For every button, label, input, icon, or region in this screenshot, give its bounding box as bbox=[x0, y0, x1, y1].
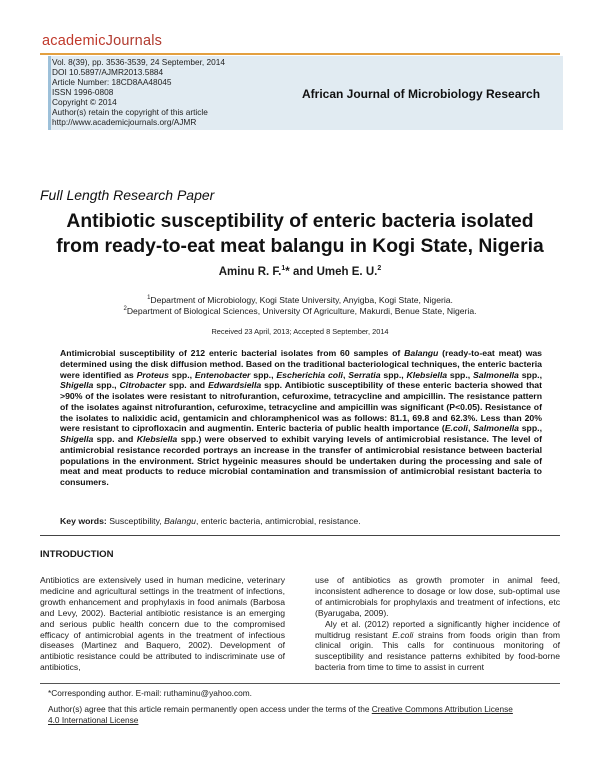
genus-name: Edwardsiella bbox=[208, 380, 262, 391]
abstract-text: spp., bbox=[168, 369, 195, 380]
genus-name: E.coli bbox=[444, 423, 468, 434]
abstract-text: Antimicrobial susceptibility of 212 enteric bacterial isolates from 60 samples of bbox=[60, 348, 405, 358]
license-text: Author(s) agree that this article remain permanently open access under the terms of the bbox=[48, 704, 372, 714]
keywords-italic: Balangu bbox=[164, 516, 197, 526]
section-heading-introduction: INTRODUCTION bbox=[40, 549, 114, 560]
author-and: and bbox=[289, 265, 317, 278]
header-divider bbox=[40, 53, 560, 55]
genus-name: Shigella bbox=[60, 380, 94, 391]
genus-name: Klebsiella bbox=[406, 369, 448, 380]
keywords-divider bbox=[40, 535, 560, 536]
journal-logo bbox=[42, 33, 162, 49]
logo-part-academic: academic bbox=[42, 33, 106, 49]
intro-column-2 bbox=[315, 575, 560, 673]
authors bbox=[20, 265, 580, 278]
abstract-text: spp. Antibiotic susceptibility of these enteric bacteria showed that >90% of the isolates were resistant to nitrofurantion, cefuroxime, tetracycline and ampicillin. The resistance pattern of the isolates against nitrofurantion, cefuroxime, tetracycline and ampicillin was significant (P<0.05). Resistance of the isolates to nalixidic acid, gentamicin and chloramphenicol was as follows: 81.1, 69.8 and 62.3%. Less than 20% were resistant to ciprofloxacin and augmentin. Enteric bacteria of public health importance ( bbox=[60, 380, 542, 434]
abstract-text: spp. and bbox=[93, 434, 137, 444]
logo-part-journals: Journals bbox=[105, 33, 163, 49]
abstract-text: spp.) were observed to exhibit varying levels of antimicrobial resistance. The level of antimicrobial resistance recorded portrays an increase in the transfer of antimicrobial resistance between bacterial populations in the environment. Strict hygeinic measures should be undertaken during the processing and sale of meat and meat products to reduce microbial contamination and transmission of antimicrobial resistant bacteria to consumers. bbox=[60, 434, 542, 487]
affiliation-1 bbox=[20, 295, 580, 305]
author-1-sup: 1 bbox=[281, 265, 286, 272]
received-dates: Received 23 April, 2013; Accepted 8 September, 2014 bbox=[211, 327, 389, 336]
aff-2-sup: 2 bbox=[123, 306, 127, 313]
intro-paragraph: Antibiotics are extensively used in human medicine, veterinary medicine and agricultural settings in the treatment of infections, growth enhancement and prophylaxis in food animals (Barbosa and Levy, 2002). Bacterial antibiotic resistance is an emerging and serious public health concern due to the compromised efficacy of antimicrobial agents in the treatment of infectious diseases (Martinez and Baquero, 2002). Development of antibiotic resistance could be attributed to indiscriminate use of antibiotics, bbox=[40, 575, 285, 673]
abstract-italic: Balangu bbox=[404, 348, 439, 358]
intro-text: Aly et al. (2012) reported a significantly higher incidence of multidrug resistant bbox=[315, 618, 560, 640]
genus-name: Klebsiella bbox=[136, 434, 178, 444]
meta-copyright: Copyright © 2014 bbox=[52, 97, 117, 107]
abstract bbox=[60, 348, 542, 488]
abstract-text: , bbox=[342, 369, 349, 380]
genus-name: Serratia bbox=[348, 369, 381, 380]
license-note bbox=[48, 704, 548, 726]
abstract-text: spp., bbox=[518, 423, 542, 434]
keywords-text: Susceptibility, bbox=[106, 516, 165, 526]
author-2: Umeh E. U. bbox=[316, 265, 378, 278]
abstract-text: spp., bbox=[250, 369, 277, 380]
title-line-1: Antibiotic susceptibility of enteric bacteria isolated bbox=[66, 211, 534, 232]
aff-1-text: Department of Microbiology, Kogi State University, Anyigba, Kogi State, Nigeria. bbox=[150, 295, 453, 305]
paper-title bbox=[20, 209, 580, 259]
keywords-text: , enteric bacteria, antimicrobial, resistance. bbox=[196, 516, 361, 526]
license-link-version[interactable]: 4.0 International License bbox=[48, 715, 139, 725]
aff-2-text: Department of Biological Sciences, University Of Agriculture, Makurdi, Benue State, Nigeria. bbox=[126, 306, 477, 316]
author-2-sup: 2 bbox=[377, 265, 382, 272]
title-line-2: from ready-to-eat meat balangu in Kogi State, Nigeria bbox=[56, 236, 544, 257]
meta-rights: Author(s) retain the copyright of this article bbox=[52, 107, 208, 117]
genus-name: Escherichia coli bbox=[276, 369, 343, 380]
abstract-text: , bbox=[467, 423, 474, 434]
footnote-divider bbox=[40, 683, 560, 684]
meta-issn: ISSN 1996-0808 bbox=[52, 87, 114, 97]
meta-article-number: Article Number: 18CD8AA48045 bbox=[52, 77, 172, 87]
keywords-label: Key words: bbox=[60, 516, 107, 526]
abstract-text: spp., bbox=[518, 369, 542, 380]
genus-name: Salmonella bbox=[473, 423, 519, 434]
abstract-text: spp., bbox=[380, 369, 407, 380]
abstract-text: spp. and bbox=[165, 380, 209, 391]
genus-name: Salmonella bbox=[473, 369, 519, 380]
meta-doi: DOI 10.5897/AJMR2013.5884 bbox=[52, 67, 164, 77]
intro-column-1 bbox=[40, 575, 285, 673]
keywords bbox=[60, 516, 361, 526]
meta-url[interactable]: http://www.academicjournals.org/AJMR bbox=[52, 117, 197, 127]
affiliation-2 bbox=[20, 306, 580, 316]
meta-volume: Vol. 8(39), pp. 3536-3539, 24 September, 2014 bbox=[52, 57, 225, 67]
intro-text: strains from foods origin than from clinical origin. This calls for continuous monitoring of susceptibility and resistance patterns exhibited by food-borne bacteria from time to time to assist in current bbox=[315, 629, 560, 673]
abstract-text: (ready-to-eat meat) was determined using the disk diffusion method. Based on the traditional bacteriological techniques, the enteric bacteria were identified as bbox=[60, 348, 542, 380]
author-1: Aminu R. F. bbox=[218, 265, 282, 278]
article-meta bbox=[52, 57, 225, 127]
abstract-text: spp., bbox=[447, 369, 474, 380]
license-link[interactable]: Creative Commons Attribution License bbox=[371, 704, 513, 714]
aff-1-sup: 1 bbox=[147, 295, 151, 302]
journal-name: African Journal of Microbiology Research bbox=[302, 87, 541, 101]
author-1-mark: * bbox=[285, 265, 290, 278]
paper-type: Full Length Research Paper bbox=[40, 187, 215, 203]
genus-name: Citrobacter bbox=[119, 380, 166, 391]
genus-name: Entenobacter bbox=[194, 369, 251, 380]
intro-paragraph: use of antibiotics as growth promoter in animal feed, inconsistent adherence to dosage or low dose, sub-optimal use of antimicrobials for prophylaxis and treatment of infections, etc (Byarugaba, 2009). bbox=[315, 575, 560, 618]
intro-italic: E.coli bbox=[392, 629, 414, 640]
intro-paragraph bbox=[315, 619, 560, 674]
genus-name: Shigella bbox=[60, 434, 94, 444]
genus-name: Proteus bbox=[136, 369, 169, 380]
corresponding-author: *Corresponding author. E-mail: ruthaminu@yahoo.com. bbox=[48, 688, 252, 698]
abstract-text: spp., bbox=[93, 380, 120, 391]
